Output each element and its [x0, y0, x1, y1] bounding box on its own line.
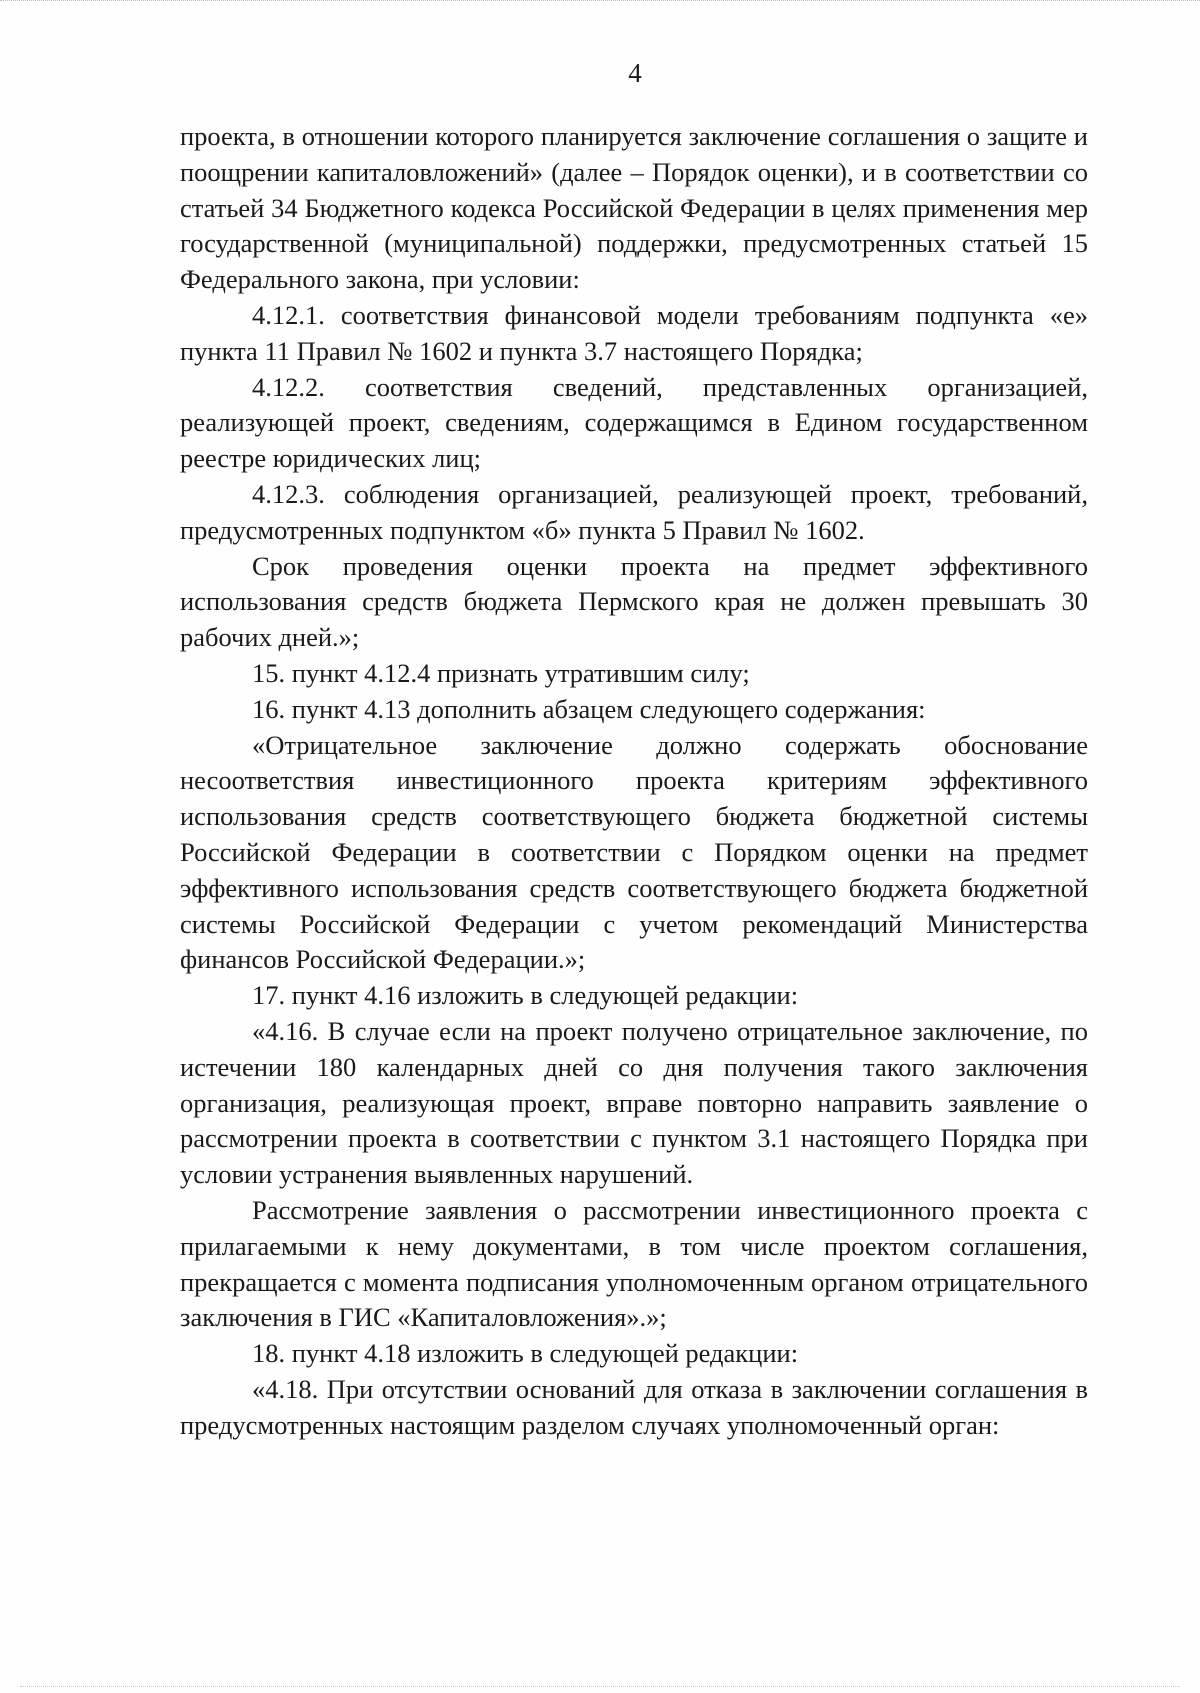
paragraph-item-18: 18. пункт 4.18 изложить в следующей редакции: [252, 1338, 799, 1369]
paragraph-assessment-term: Срок проведения оценки проекта на предмет эффективного использования средств бюджета Пермского края не должен превышать 30 рабочих дней.»; [180, 550, 1088, 653]
paragraph-continuation: проекта, в отношении которого планируется заключение соглашения о защите и поощрении капиталовложений» (далее – Порядок оценки), и в соответствии со статьей 34 Бюджетного кодекса Российской Федерации в целях применения мер государственной (муниципальной) поддержки, предусмотренных статьей 15 Федерального закона, при условии: [180, 121, 1088, 295]
scan-bottom-edge [20, 1684, 1180, 1687]
document-body [180, 119, 1088, 1443]
paragraph-4-16: «4.16. В случае если на проект получено отрицательное заключение, по истечении 180 календарных дней со дня получения такого заключения организация, реализующая проект, вправе повторно направить заявление о рассмотрении проекта в соответствии с пунктом 3.1 настоящего Порядка при условии устранения выявленных нарушений. [180, 1015, 1088, 1190]
paragraph-item-16: 16. пункт 4.13 дополнить абзацем следующего содержания: [252, 693, 926, 724]
paragraph-4-12-2: 4.12.2. соответствия сведений, представленных организацией, реализующей проект, сведениям, содержащимся в Едином государственном реестре юридических лиц; [180, 371, 1088, 474]
paragraph-4-12-1: 4.12.1. соответствия финансовой модели требованиям подпункта «е» пункта 11 Правил № 1602 и пункта 3.7 настоящего Порядка; [180, 299, 1088, 366]
paragraph-item-15: 15. пункт 4.12.4 признать утратившим силу; [252, 657, 750, 688]
paragraph-4-18: «4.18. При отсутствии оснований для отказа в заключении соглашения в предусмотренных настоящим разделом случаях уполномоченный орган: [180, 1373, 1088, 1440]
paragraph-application-review: Рассмотрение заявления о рассмотрении инвестиционного проекта с прилагаемыми к нему документами, в том числе проектом соглашения, прекращается с момента подписания уполномоченным органом отрицательного заключения в ГИС «Капиталовложения».»; [180, 1194, 1088, 1333]
page-number: 4 [628, 58, 642, 88]
paragraph-4-12-3: 4.12.3. соблюдения организацией, реализующей проект, требований, предусмотренных подпунктом «б» пункта 5 Правил № 1602. [180, 478, 1088, 545]
paragraph-negative-conclusion: «Отрицательное заключение должно содержать обоснование несоответствия инвестиционного проекта критериям эффективного использования средств соответствующего бюджета бюджетной системы Российской Федерации в соответствии с Порядком оценки на предмет эффективного использования средств соответствующего бюджета бюджетной системы Российской Федерации с учетом рекомендаций Министерства финансов Российской Федерации.»; [180, 729, 1088, 975]
paragraph-item-17: 17. пункт 4.16 изложить в следующей редакции: [252, 980, 799, 1011]
scan-top-edge [0, 0, 1200, 4]
